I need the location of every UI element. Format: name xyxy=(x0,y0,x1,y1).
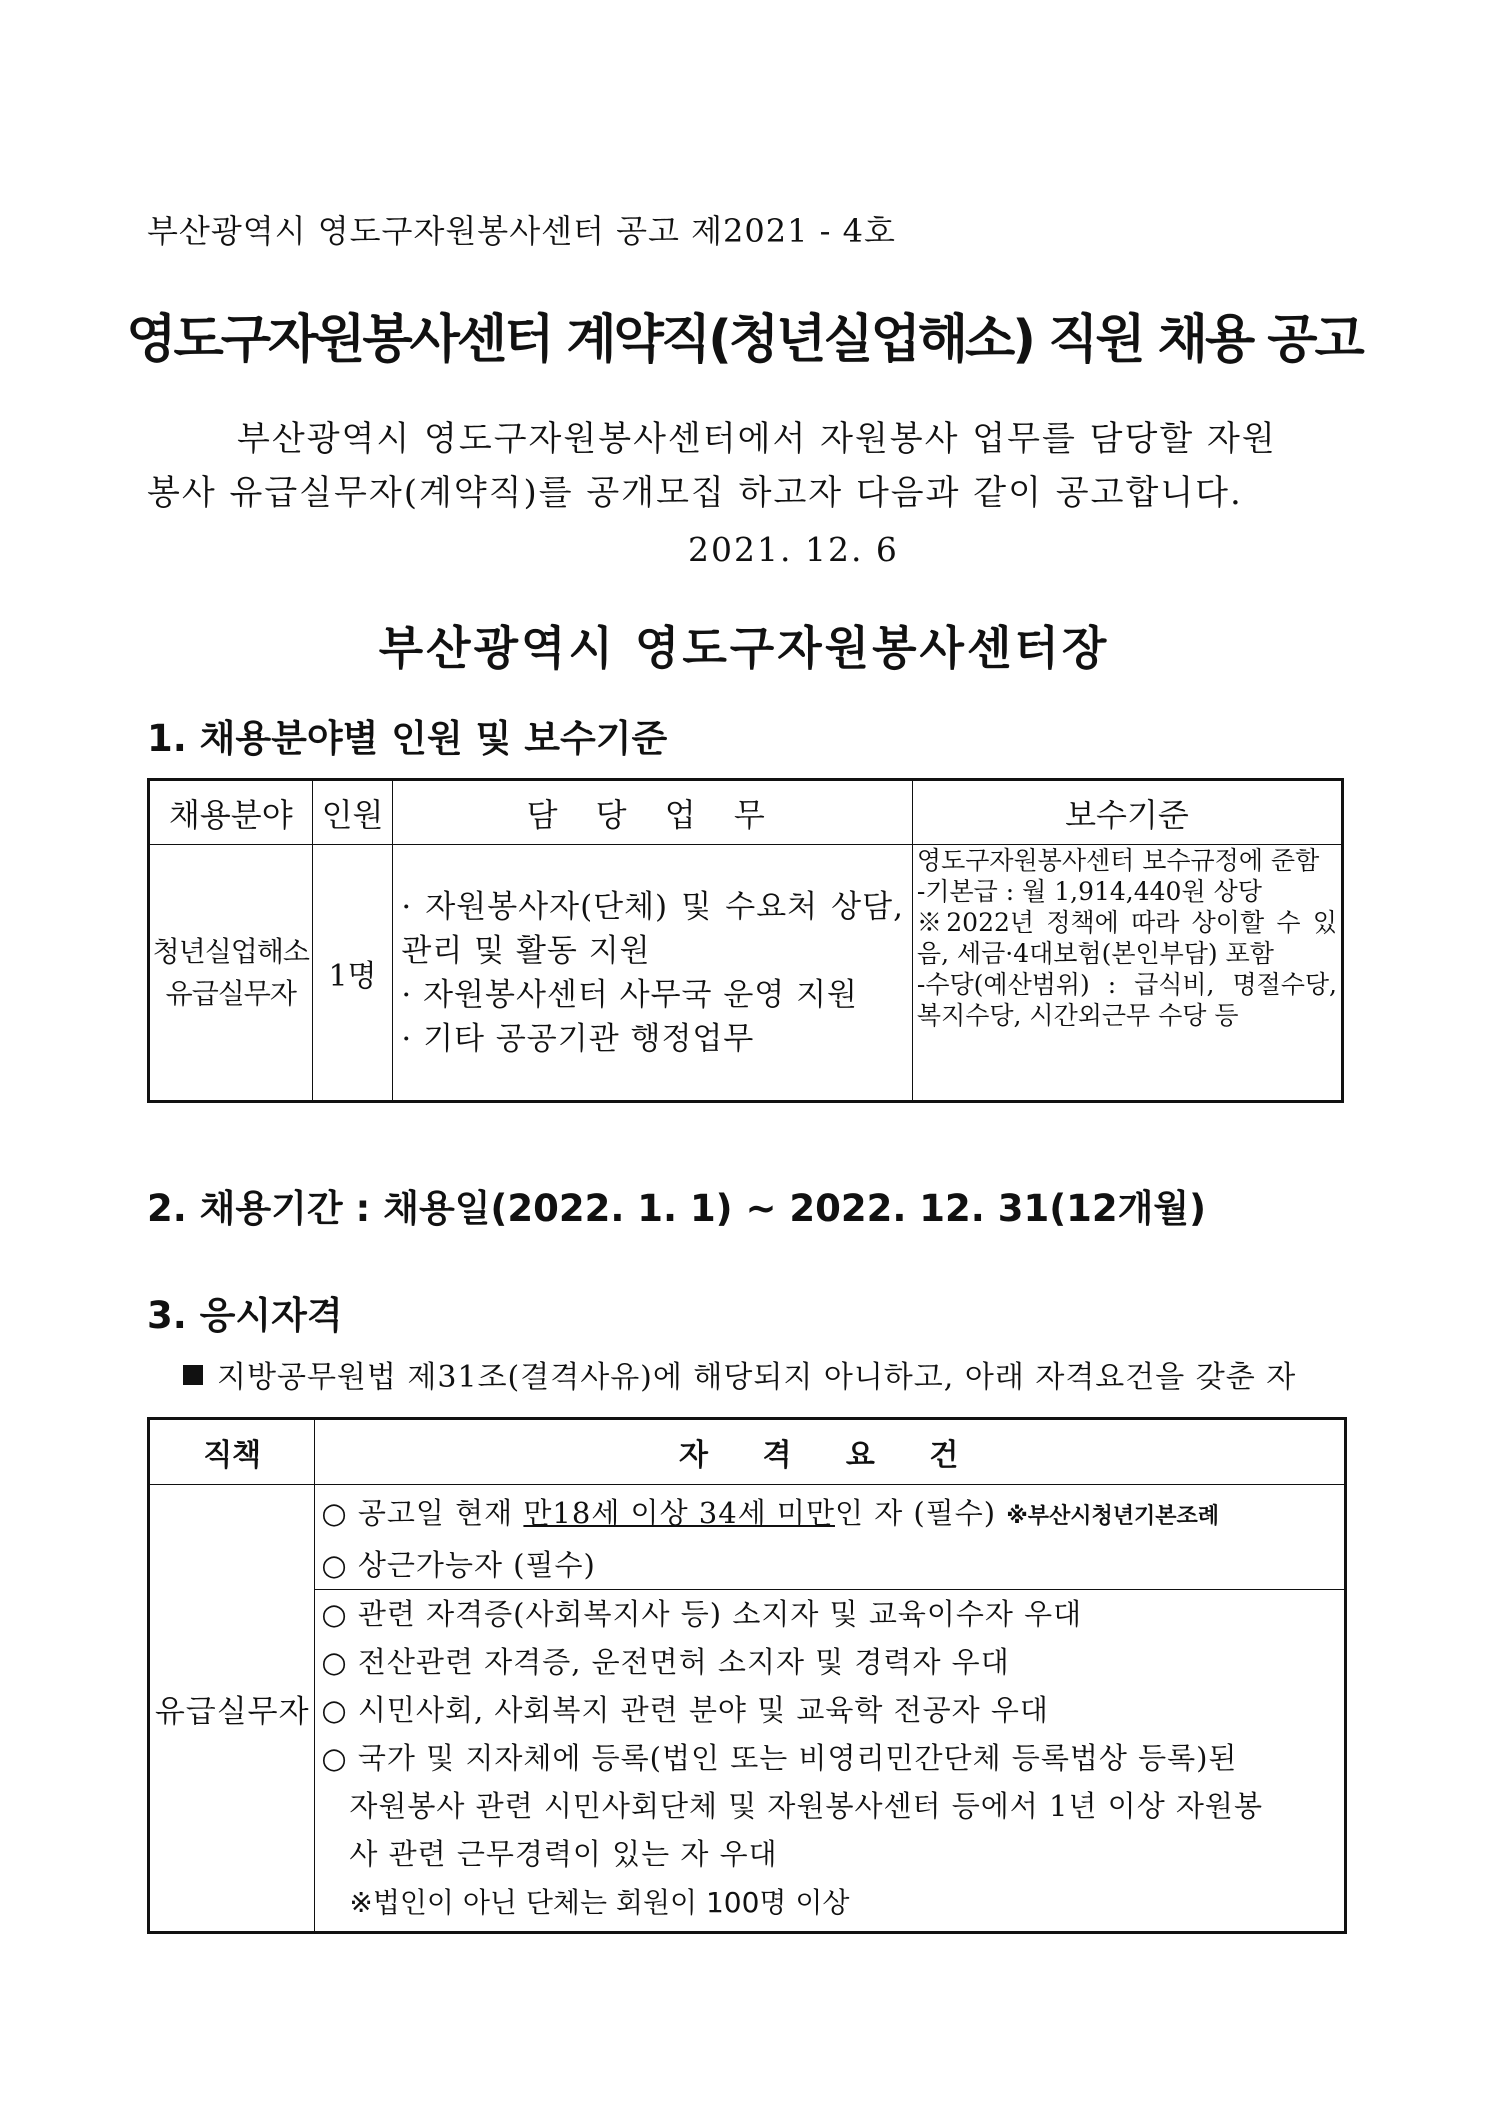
section-2-heading: 2. 채용기간 : 채용일(2022. 1. 1) ~ 2022. 12. 31(12개월) xyxy=(147,1187,1206,1230)
pay-table xyxy=(147,778,1344,1103)
headcount-cell: 1명 xyxy=(312,845,393,1102)
eligibility-condition xyxy=(183,1352,1296,1396)
header-field: 채용분야 xyxy=(149,780,313,845)
role-cell: 유급실무자 xyxy=(149,1485,315,1933)
intro-paragraph xyxy=(147,412,1360,520)
header-requirements: 자 격 요 건 xyxy=(315,1419,1346,1485)
requirement-item: ○ 상근가능자 (필수) xyxy=(321,1548,596,1582)
req1-underlined: 만18세 이상 34세 미만 xyxy=(523,1496,835,1530)
req1-pre: ○ 공고일 현재 xyxy=(321,1496,524,1530)
field-line-2: 유급실무자 xyxy=(165,976,296,1010)
qualification-table xyxy=(147,1417,1347,1934)
requirement-item: ○ 전산관련 자격증, 운전면허 소지자 및 경력자 우대 xyxy=(321,1645,1010,1679)
field-cell xyxy=(149,845,313,1102)
pay-cell xyxy=(912,845,1342,1102)
header-headcount: 인원 xyxy=(312,780,393,845)
duty-item: · 자원봉사센터 사무국 운영 지원 xyxy=(401,976,858,1013)
qualification-header-row xyxy=(149,1419,1346,1485)
req1-note: ※부산시청년기본조례 xyxy=(1006,1504,1219,1529)
pay-item: -수당(예산범위) : 급식비, 명절수당, 복지수당, 시간외근무 수당 등 xyxy=(916,970,1337,1030)
organization-name: 부산광역시 영도구자원봉사센터장 xyxy=(378,621,1110,675)
req1-post: 인 자 (필수) xyxy=(834,1496,1007,1530)
duty-item: · 기타 공공기관 행정업무 xyxy=(401,1020,755,1057)
requirement-continuation: 자원봉사 관련 시민사회단체 및 자원봉사센터 등에서 1년 이상 자원봉 xyxy=(349,1789,1263,1823)
requirement-continuation: 사 관련 근무경력이 있는 자 우대 xyxy=(349,1837,778,1871)
requirement-item xyxy=(321,1489,1338,1541)
pay-table-row xyxy=(149,845,1343,1102)
black-square-icon xyxy=(183,1365,203,1385)
pay-item: 영도구자원봉사센터 보수규정에 준함 xyxy=(916,846,1320,875)
duties-cell xyxy=(393,845,913,1102)
section-3-heading: 3. 응시자격 xyxy=(147,1294,343,1337)
section-1-heading: 1. 채용분야별 인원 및 보수기준 xyxy=(147,717,668,760)
page-title: 영도구자원봉사센터 계약직(청년실업해소) 직원 채용 공고 xyxy=(126,310,1362,370)
qualification-row xyxy=(149,1485,1346,1933)
requirements-cell xyxy=(315,1485,1346,1933)
intro-line-2: 봉사 유급실무자(계약직)를 공개모집 하고자 다음과 같이 공고합니다. xyxy=(147,473,1243,513)
field-line-1: 청년실업해소 xyxy=(152,934,309,968)
duty-item: · 자원봉사자(단체) 및 수요처 상담, 관리 및 활동 지원 xyxy=(401,888,904,969)
requirement-item: ○ 관련 자격증(사회복지사 등) 소지자 및 교육이수자 우대 xyxy=(321,1597,1083,1631)
req6-note: ※법인이 아닌 단체는 회원이 100명 이상 xyxy=(349,1886,850,1919)
requirement-item: ○ 시민사회, 사회복지 관련 분야 및 교육학 전공자 우대 xyxy=(321,1693,1049,1727)
requirement-note xyxy=(321,1878,1338,1927)
intro-line-1: 부산광역시 영도구자원봉사센터에서 자원봉사 업무를 담당할 자원 xyxy=(237,419,1277,459)
header-duties: 담 당 업 무 xyxy=(393,780,913,845)
pay-item: ※2022년 정책에 따라 상이할 수 있음, 세금·4대보험(본인부담) 포함 xyxy=(916,908,1337,968)
pay-table-header-row xyxy=(149,780,1343,845)
notice-number: 부산광역시 영도구자원봉사센터 공고 제2021 - 4호 xyxy=(147,212,896,250)
notice-date: 2021. 12. 6 xyxy=(688,530,899,569)
requirement-item: ○ 국가 및 지자체에 등록(법인 또는 비영리민간단체 등록법상 등록)된 xyxy=(321,1741,1238,1775)
header-role: 직책 xyxy=(149,1419,315,1485)
header-pay: 보수기준 xyxy=(912,780,1342,845)
pay-item: -기본급 : 월 1,914,440원 상당 xyxy=(916,877,1262,906)
condition-text: 지방공무원법 제31조(결격사유)에 해당되지 아니하고, 아래 자격요건을 갖춘 자 xyxy=(217,1360,1297,1395)
